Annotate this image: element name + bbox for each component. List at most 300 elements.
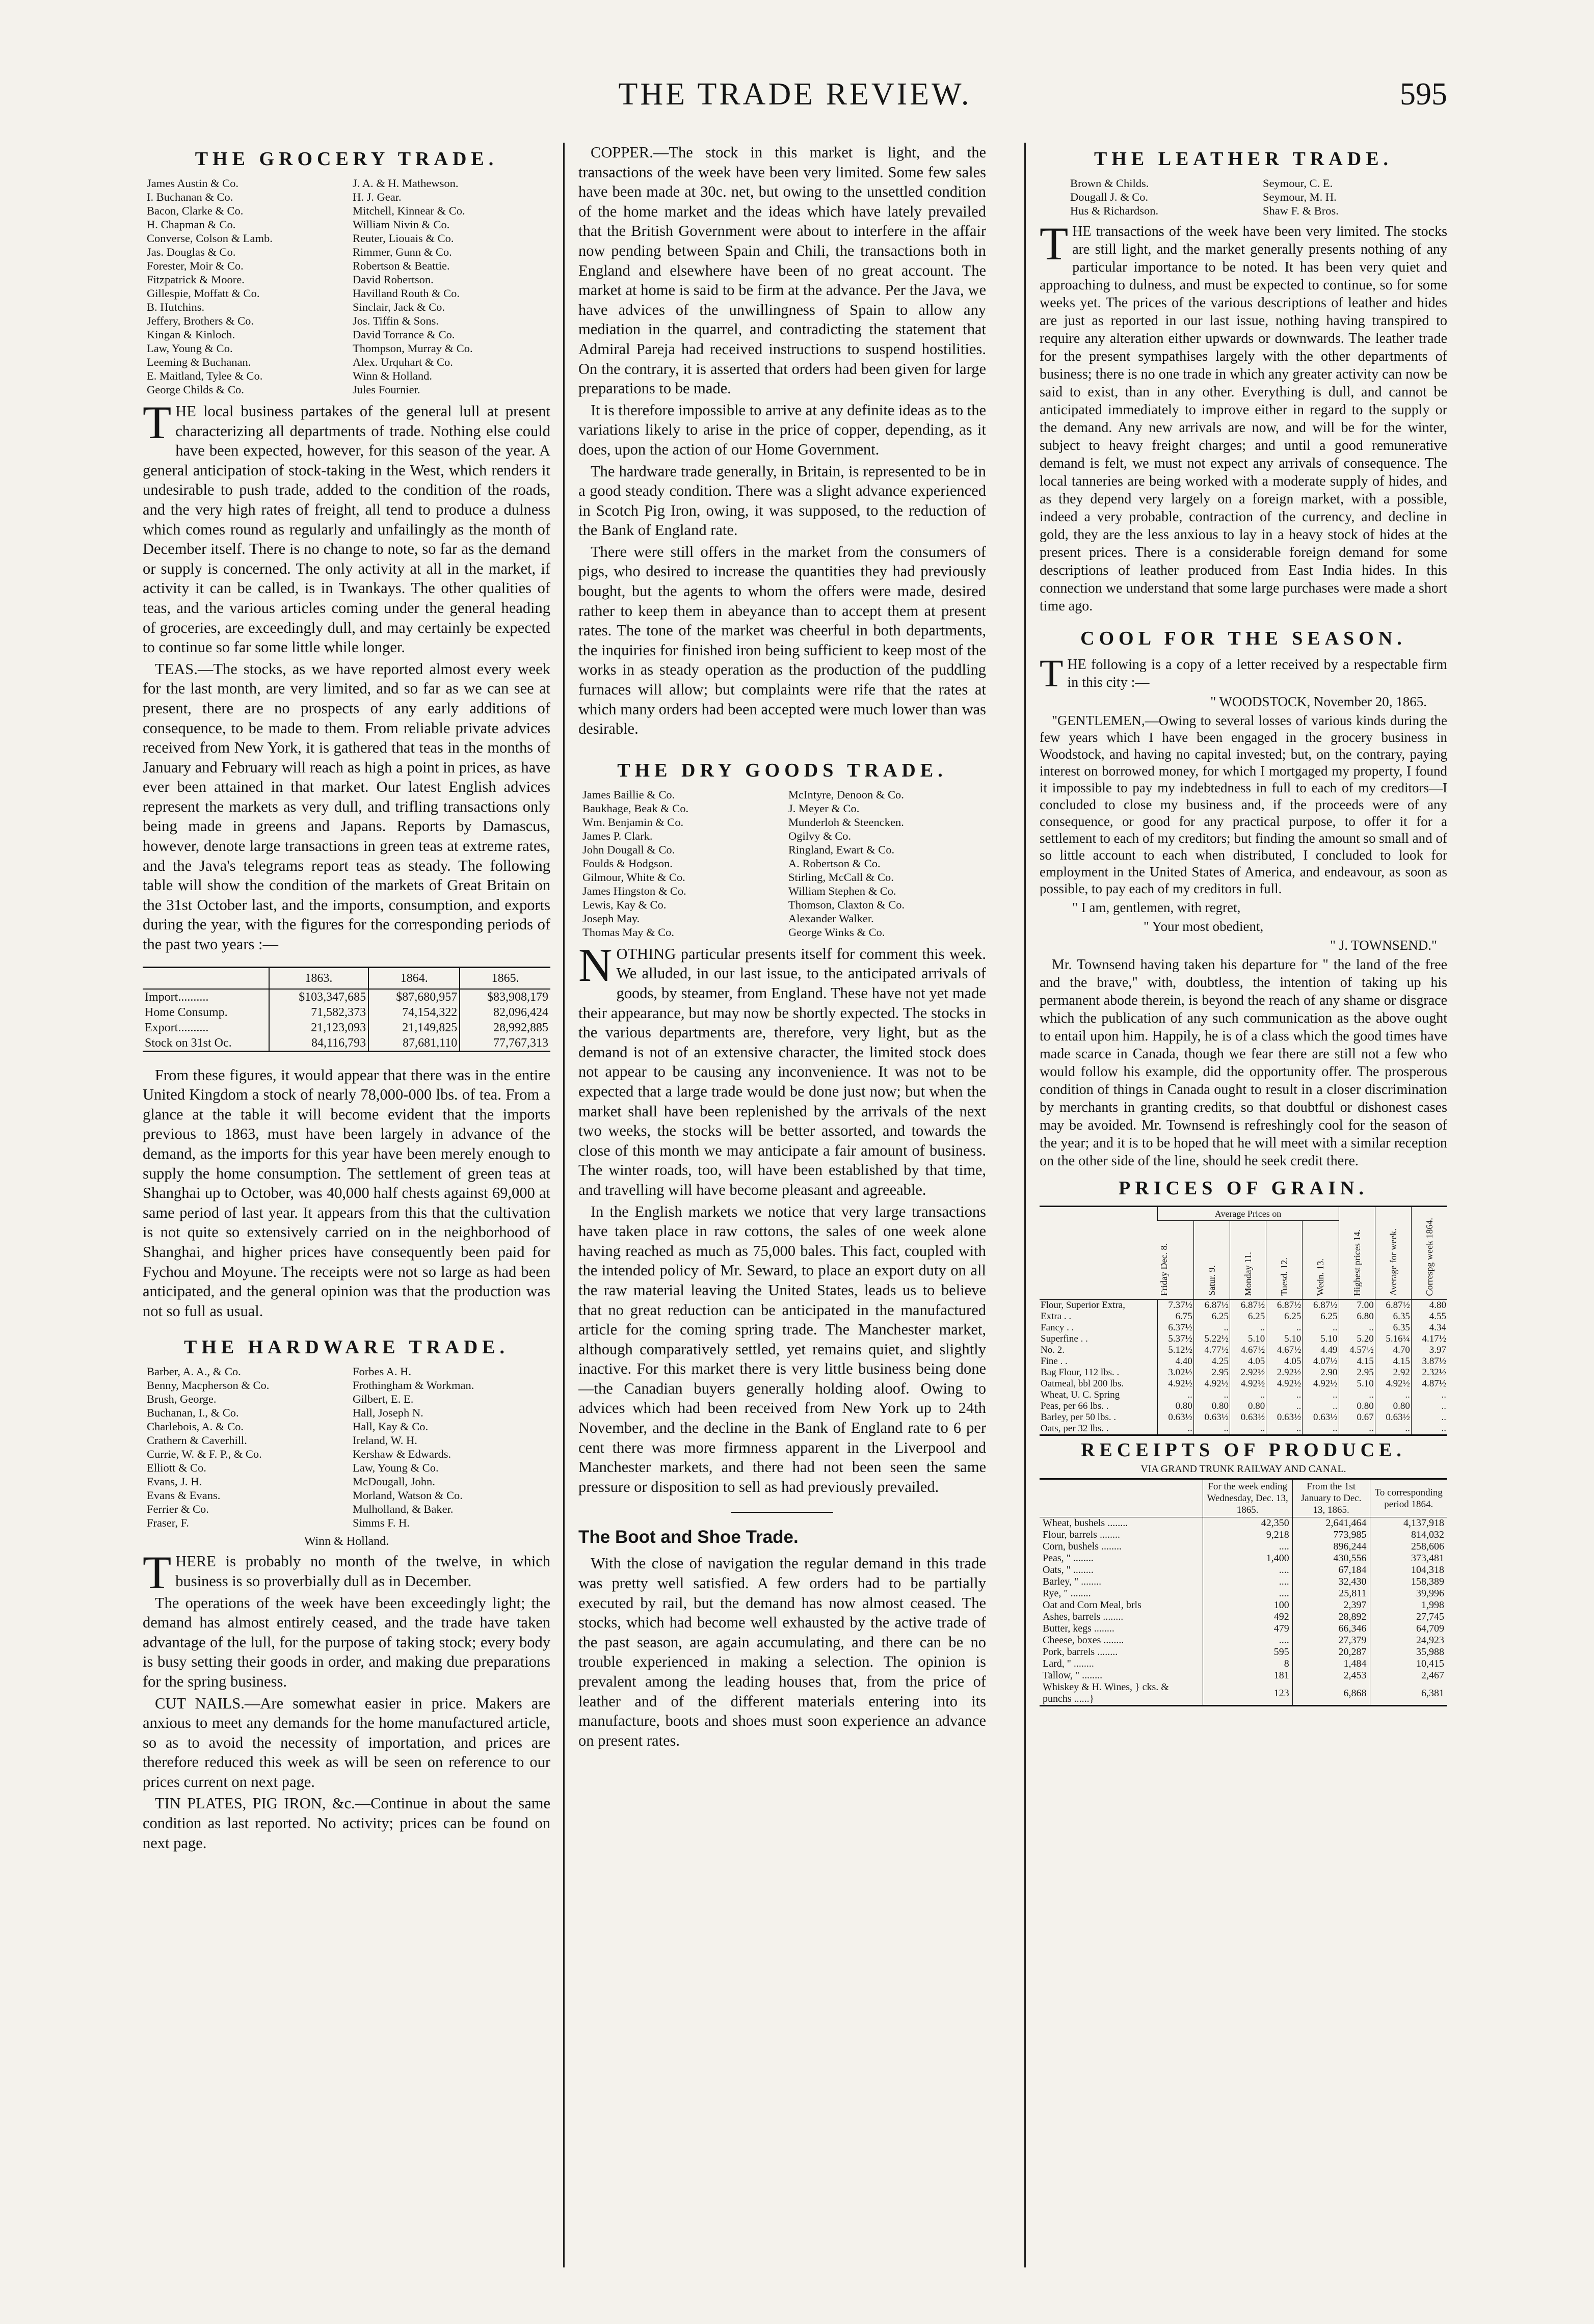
- list-item: Ferrier & Co.: [147, 1503, 209, 1516]
- table-cell: 0.80: [1230, 1401, 1266, 1412]
- table-cell: Pork, barrels ........: [1043, 1646, 1118, 1658]
- table-cell: ..: [1411, 1412, 1447, 1423]
- table-cell: ..: [1339, 1423, 1375, 1435]
- list-item: William Stephen & Co.: [788, 884, 896, 897]
- table-cell: Oatmeal, bbl 200 lbs.: [1041, 1378, 1124, 1389]
- table-cell: Extra . .: [1041, 1311, 1072, 1322]
- table-cell: 4.57½: [1339, 1345, 1375, 1356]
- table-cell: 4.15: [1375, 1356, 1411, 1367]
- table-cell: Corn, bushels ........: [1043, 1541, 1122, 1552]
- table-cell: 4.49: [1303, 1345, 1339, 1356]
- list-item: Rimmer, Gunn & Co.: [353, 246, 452, 258]
- tea-import-table: [143, 967, 550, 1052]
- table-cell: Peas, " ........: [1043, 1553, 1094, 1564]
- tea-import-rows: [143, 989, 550, 1052]
- table-header-row: For the week ending Wednesday, Dec. 13, 1865. From the 1st January to Dec. 13, 1865. To corresponding period 1864.: [1040, 1479, 1447, 1517]
- table-cell: 4.07½: [1303, 1356, 1339, 1367]
- table-cell: 66,346: [1292, 1623, 1370, 1635]
- table-row: [1040, 1646, 1447, 1658]
- list-item: Kershaw & Edwards.: [353, 1448, 451, 1461]
- table-header-row: Average Prices on Highest prices 14. Average for week. Correspg week 1864.: [1040, 1207, 1447, 1221]
- table-cell: 24,923: [1370, 1635, 1447, 1646]
- list-item: Converse, Colson & Lamb.: [147, 232, 273, 245]
- list-item: Alexander Walker.: [788, 912, 874, 925]
- table-cell: 74,154,322: [368, 1005, 460, 1020]
- letter-body: "GENTLEMEN,—Owing to several losses of various kinds during the few years which I have been engaged in the grocery business in Woodstock, and having no capital invested; but, on the contrary, paying interest on borrowed money, for which I mortgaged my property, I found it impossible to pay my indebtedness in full to each of my creditors—I concluded to close my business and, if the proceeds were of any consequence, or good for any practical purpose, to offer it for a settlement to each of my creditors; but finding the amount so small and of so little account to each when distributed, I concluded to look for employment in the United States of America, and endeavour, as soon as possible, to pay each of my creditors in full.: [1040, 713, 1447, 896]
- table-cell: 181: [1203, 1670, 1292, 1681]
- table-cell: Wheat, U. C. Spring: [1041, 1390, 1120, 1400]
- table-row: [1040, 1423, 1447, 1435]
- column-2: [578, 143, 986, 2262]
- table-cell: 6.87½: [1230, 1300, 1266, 1312]
- list-item: Hall, Joseph N.: [353, 1406, 423, 1420]
- table-cell: 2.92: [1375, 1367, 1411, 1378]
- list-item: Wm. Benjamin & Co.: [582, 815, 684, 829]
- table-cell: 8: [1203, 1658, 1292, 1670]
- list-item: Evans & Evans.: [147, 1489, 221, 1502]
- table-row: [1040, 1576, 1447, 1588]
- table-cell: 0.67: [1339, 1412, 1375, 1423]
- letter-dateline: " WOODSTOCK, November 20, 1865.: [1210, 694, 1427, 709]
- table-cell: Ashes, barrels ........: [1043, 1611, 1124, 1622]
- table-cell: $83,908,179: [460, 989, 550, 1005]
- table-cell: ..: [1230, 1423, 1266, 1435]
- list-item: Lewis, Kay & Co.: [582, 898, 667, 911]
- table-cell: 0.80: [1339, 1401, 1375, 1412]
- list-item: James Baillie & Co.: [582, 788, 675, 801]
- grain-title: PRICES OF GRAIN.: [1119, 1178, 1368, 1199]
- table-row: [1040, 1611, 1447, 1623]
- list-item: E. Maitland, Tylee & Co.: [147, 369, 263, 382]
- table-cell: 0.80: [1193, 1401, 1230, 1412]
- list-item: B. Hutchins.: [147, 301, 205, 313]
- hardware-names: [147, 1365, 546, 1530]
- table-cell: 4.77½: [1193, 1345, 1230, 1356]
- table-cell: 4.05: [1266, 1356, 1303, 1367]
- list-item: Gilmour, White & Co.: [582, 870, 685, 884]
- drop-cap: T: [143, 396, 172, 448]
- table-cell: 158,389: [1370, 1576, 1447, 1588]
- list-item: Jos. Tiffin & Sons.: [353, 314, 439, 327]
- list-item: McIntyre, Denoon & Co.: [788, 788, 904, 801]
- copper-paragraph-1: COPPER.—The stock in this market is light, and the transactions of the week have been very limited. Some few sales have been made at 30c. net, but owing to the unsettled condition of the home market and the ideas which have lately prevailed that the British Government were about to interfere in the affair now pending between Spain and Chili, the transactions both in England and elsewhere have been of no great account. The market at home is said to be firm at the advance. Per the Java, we have advices of the unwillingness of Spain to allow any mediation in the quarrel, and contradicting the statement that Admiral Pareja had received instructions to suspend hostilities. On the contrary, it is asserted that orders had been given for large preparations to be made.: [578, 144, 986, 397]
- table-cell: 2,453: [1292, 1670, 1370, 1681]
- list-item: Evans, J. H.: [147, 1475, 202, 1488]
- list-item: Frothingham & Workman.: [353, 1379, 474, 1392]
- table-cell: ..: [1230, 1390, 1266, 1401]
- table-cell: 6.25: [1230, 1311, 1266, 1322]
- table-cell: 4.05: [1230, 1356, 1266, 1367]
- table-cell: $87,680,957: [368, 989, 460, 1005]
- table-cell: ..: [1266, 1390, 1303, 1401]
- leather-names: [1070, 176, 1443, 218]
- list-item: James Hingston & Co.: [582, 884, 686, 897]
- table-cell: 492: [1203, 1611, 1292, 1623]
- table-cell: 2,467: [1370, 1670, 1447, 1681]
- list-item: Law, Young & Co.: [353, 1461, 439, 1475]
- table-cell: 21,123,093: [269, 1020, 369, 1035]
- grocery-names: [147, 176, 546, 396]
- list-item: Shaw F. & Bros.: [1263, 204, 1339, 217]
- table-cell: 5.16¼: [1375, 1333, 1411, 1345]
- letter-signature: " J. TOWNSEND.": [1330, 938, 1437, 953]
- table-cell: ..: [1157, 1423, 1193, 1435]
- letter-closing-2: " Your most obedient,: [1144, 919, 1264, 934]
- grain-rows: [1040, 1300, 1447, 1435]
- table-cell: Stock on 31st Oc.: [145, 1036, 232, 1050]
- dry-goods-paragraph-1: NOTHING particular presents itself for comment this week. We alluded, in our last issue, to the anticipated arrivals of goods, by steamer, from England. These have not yet made their appearance, but may now be shortly expected. The stocks in the various departments are, therefore, very light, but as the demand is not of an extensive character, the limited stock does not appear to be causing any inconvenience. It was not to be expected that a large trade would be done just now; but when the market shall have been replenished by the arrivals of the next two weeks, the stocks will be better assorted, and towards the close of this month we may anticipate a fair amount of business. The winter roads, too, will have been established by that time, and travelling will have become pleasant and agreeable.: [578, 939, 986, 1198]
- table-row: [1040, 1367, 1447, 1378]
- list-item: Munderloh & Steencken.: [788, 815, 904, 829]
- dry-goods-paragraph-2: In the English markets we notice that very large transactions have taken place in raw cottons, the sales of one week alone having reached as much as 75,000 bales. This fact, coupled with the intended policy of Mr. Seward, to place an export duty on all the raw material leaving the United States, leads us to believe that no great reduction can be anticipated in the manufactured article for the coming spring trade. The Manchester market, although comparatively settled, yet remains quiet, and slightly inactive. For this market there is very little business being done—the Canadian buyers generally holding aloof. Owing to advices which had been received from New York up to 24th November, and the decline in the Bank of England rate to 6 per cent there was more firmness apparent in the Liverpool and Manchester markets, and there had not been seen the same pressure or disposition to sell as had previously prevailed.: [578, 1203, 986, 1495]
- section-divider: [731, 1512, 833, 1513]
- dry-goods-names-right: [788, 788, 982, 939]
- table-row: [1040, 1658, 1447, 1670]
- table-cell: ..: [1266, 1423, 1303, 1435]
- list-item: Joseph May.: [582, 912, 640, 925]
- table-cell: 4.92½: [1157, 1378, 1193, 1390]
- table-cell: ..: [1303, 1423, 1339, 1435]
- table-cell: 5.37½: [1157, 1333, 1193, 1345]
- drop-cap: T: [1040, 652, 1064, 695]
- leather-names-right: [1263, 176, 1443, 218]
- list-item: Alex. Urquhart & Co.: [353, 356, 453, 368]
- column-1: [143, 143, 550, 2262]
- table-cell: 4.80: [1411, 1300, 1447, 1312]
- table-cell: 1,400: [1203, 1553, 1292, 1564]
- copper-paragraph-3: The hardware trade generally, in Britain, is represented to be in a good steady condition. There was a slight advance experienced in Scotch Pig Iron, owing, it was supposed, to the reduction of the Bank of England rate.: [578, 462, 986, 539]
- list-item: Thomas May & Co.: [582, 925, 674, 939]
- table-row: [1040, 1529, 1447, 1541]
- cool-intro: THE following is a copy of a letter received by a respectable firm in this city :—: [1040, 652, 1447, 695]
- list-item: John Dougall & Co.: [582, 843, 675, 856]
- table-cell: ..: [1375, 1390, 1411, 1401]
- boot-shoe-title: The Boot and Shoe Trade.: [578, 1527, 799, 1547]
- list-item: Reuter, Liouais & Co.: [353, 232, 454, 245]
- table-cell: Barley, " ........: [1043, 1576, 1102, 1587]
- list-item: H. J. Gear.: [353, 191, 402, 203]
- list-item: George Childs & Co.: [147, 383, 244, 396]
- table-cell: 5.22½: [1193, 1333, 1230, 1345]
- list-item: Stirling, McCall & Co.: [788, 870, 894, 884]
- hardware-paragraph-1: THERE is probably no month of the twelve, in which business is so proverbially dull as in December.: [143, 1546, 550, 1599]
- table-cell: 39,996: [1370, 1588, 1447, 1599]
- receipts-table: [1040, 1478, 1447, 1706]
- list-item: J. Meyer & Co.: [788, 802, 860, 815]
- list-item: George Winks & Co.: [788, 925, 885, 939]
- boot-shoe-paragraph: With the close of navigation the regular demand in this trade was pretty well satisfied. A few orders had to be partially executed by rail, but the demand has now almost ceased. The stocks, which had become well exhausted by the active trade of the past season, are again accumulating, and there can be no trouble experienced in making a selection. The opinion is prevalent among the leading houses that, from the price of leather and of the different materials entering into its manufacture, boots and shoes must soon experience an advance on present rates.: [578, 1555, 986, 1749]
- receipts-rows: [1040, 1517, 1447, 1706]
- list-item: James Austin & Co.: [147, 177, 239, 190]
- table-cell: Flour, Superior Extra,: [1041, 1300, 1125, 1311]
- list-item: David Robertson.: [353, 273, 434, 286]
- grocery-names-right: [353, 176, 546, 396]
- table-row: [1040, 1588, 1447, 1599]
- list-item: Seymour, C. E.: [1263, 177, 1333, 190]
- list-item: Leeming & Buchanan.: [147, 356, 251, 368]
- dry-goods-names-left: [582, 788, 776, 939]
- list-item: Brush, George.: [147, 1393, 217, 1406]
- table-cell: 3.97: [1411, 1345, 1447, 1356]
- list-item: H. Chapman & Co.: [147, 218, 236, 231]
- table-cell: Bag Flour, 112 lbs. .: [1041, 1367, 1120, 1378]
- list-item: Morland, Watson & Co.: [353, 1489, 463, 1502]
- table-row: [1040, 1681, 1447, 1706]
- table-row: [1040, 1333, 1447, 1345]
- table-cell: 87,681,110: [368, 1035, 460, 1052]
- list-item: Bacon, Clarke & Co.: [147, 204, 244, 217]
- table-cell: 77,767,313: [460, 1035, 550, 1052]
- table-row: [1040, 1390, 1447, 1401]
- table-cell: ..: [1157, 1390, 1193, 1401]
- list-item: Gilbert, E. E.: [353, 1393, 414, 1406]
- list-item: Seymour, M. H.: [1263, 191, 1337, 203]
- column-3: [1040, 143, 1447, 2262]
- table-cell: 4.40: [1157, 1356, 1193, 1367]
- table-cell: 1,998: [1370, 1599, 1447, 1611]
- table-cell: 10,415: [1370, 1658, 1447, 1670]
- table-cell: 0.63½: [1157, 1412, 1193, 1423]
- table-cell: Flour, barrels ........: [1043, 1529, 1120, 1540]
- table-cell: 2.95: [1339, 1367, 1375, 1378]
- list-item: Baukhage, Beak & Co.: [582, 802, 689, 815]
- table-row: [143, 1005, 550, 1020]
- table-cell: 5.12½: [1157, 1345, 1193, 1356]
- table-row: [1040, 1599, 1447, 1611]
- list-item: Foulds & Hodgson.: [582, 857, 673, 870]
- table-cell: Superfine . .: [1041, 1333, 1088, 1344]
- table-row: [1040, 1412, 1447, 1423]
- dry-goods-names: [582, 788, 982, 939]
- table-cell: 2.90: [1303, 1367, 1339, 1378]
- table-cell: 3.87½: [1411, 1356, 1447, 1367]
- list-item: Benny, Macpherson & Co.: [147, 1379, 270, 1392]
- table-cell: 6.87½: [1375, 1300, 1411, 1312]
- grocery-paragraph-1: THE local business partakes of the general lull at present characterizing all departments of trade. Nothing else could have been expected, however, for this season of the year. A general anticipation of stock-taking in the West, which renders it undesirable to push trade, added to the condition of the roads, and the very high rates of freight, all tend to produce a dulness which comes round as regularly and unfailingly as the month of December itself. There is no change to note, so far as the demand or supply is concerned. The only activity at all in the market, if activity it can be called, is in Twankays. The other qualities of teas, and the various articles coming under the general heading of groceries, are exceedingly dull, and may certainly be expected to continue so far some little while longer.: [143, 396, 550, 656]
- table-cell: 4.67½: [1266, 1345, 1303, 1356]
- list-item: Simms F. H.: [353, 1516, 410, 1530]
- table-cell: 82,096,424: [460, 1005, 550, 1020]
- table-cell: 2,641,464: [1292, 1517, 1370, 1530]
- table-row: [1040, 1401, 1447, 1412]
- cool-paragraph-2: Mr. Townsend having taken his departure for " the land of the free and the brave," with, doubtless, the intention of taking up his permanent abode therein, is beyond the reach of any shame or disgrace which the publication of any such communication as the above ought to entail upon him. Happily, he is of a class which the good times have made scarce in Canada, though we fear there are still not a few who would follow his example, did the opportunity offer. The prosperous condition of things in Canada ought to result in a closer discrimination by merchants in granting credits, so that doubtful or dishonest cases may be avoided. Mr. Townsend is refreshingly cool for the season of the year; and it is to be hoped that he will meet with a similar reception on the other side of the line, should he seek credit there.: [1040, 957, 1447, 1169]
- list-item: Ogilvy & Co.: [788, 829, 852, 842]
- table-cell: Export..........: [145, 1021, 209, 1034]
- leather-names-left: [1070, 176, 1251, 218]
- list-item: Brown & Childs.: [1070, 177, 1149, 190]
- list-item: Thompson, Murray & Co.: [353, 342, 473, 355]
- table-cell: 0.80: [1375, 1401, 1411, 1412]
- table-cell: Tallow, " ........: [1043, 1670, 1103, 1681]
- table-cell: ....: [1203, 1541, 1292, 1553]
- table-cell: ..: [1266, 1401, 1303, 1412]
- table-cell: 896,244: [1292, 1541, 1370, 1553]
- page-title: THE TRADE REVIEW.: [618, 77, 972, 112]
- table-cell: 27,379: [1292, 1635, 1370, 1646]
- table-cell: Oats, " ........: [1043, 1564, 1094, 1575]
- table-cell: 4,137,918: [1370, 1517, 1447, 1530]
- list-item: Jules Fournier.: [353, 383, 420, 396]
- table-cell: 28,992,885: [460, 1020, 550, 1035]
- average-prices-header: Average Prices on: [1157, 1207, 1339, 1221]
- table-cell: 5.10: [1303, 1333, 1339, 1345]
- letter-closing-1: " I am, gentlemen, with regret,: [1072, 900, 1241, 915]
- list-item: Jeffery, Brothers & Co.: [147, 314, 254, 327]
- table-cell: 4.67½: [1230, 1345, 1266, 1356]
- table-cell: 4.92½: [1230, 1378, 1266, 1390]
- list-item: Hus & Richardson.: [1070, 204, 1159, 217]
- table-cell: ..: [1303, 1401, 1339, 1412]
- list-item: Mitchell, Kinnear & Co.: [353, 204, 465, 217]
- table-cell: ....: [1203, 1588, 1292, 1599]
- table-cell: Oats, per 32 lbs. .: [1041, 1423, 1109, 1434]
- grocery-paragraph-3: From these figures, it would appear that there was in the entire United Kingdom a stock of nearly 78,000-000 lbs. of tea. From a glance at the table it will become evident that the imports previous to 1863, must have been largely in advance of the demand, as the imports for this year have been merely enough to supply the home consumption. The settlement of green teas at Shanghai up to October, was 40,000 half chests against 69,000 at same period of last year. It appears from this that the cultivation is not quite so extensively carried on in the neighborhood of Shanghai, and higher prices have consequently been paid for Fychou and Moyune. The receipts were not so large as had been anticipated, and the general opinion was that the production was not so full as usual.: [143, 1066, 550, 1320]
- list-item: Law, Young & Co.: [147, 342, 233, 355]
- table-cell: 4.17½: [1411, 1333, 1447, 1345]
- table-cell: 6.87½: [1303, 1300, 1339, 1312]
- table-cell: 100: [1203, 1599, 1292, 1611]
- table-cell: 27,745: [1370, 1611, 1447, 1623]
- list-item: Thomson, Claxton & Co.: [788, 898, 905, 911]
- list-item: Crathern & Caverhill.: [147, 1434, 247, 1447]
- table-cell: 5.10: [1266, 1333, 1303, 1345]
- list-item: Ringland, Ewart & Co.: [788, 843, 895, 856]
- table-cell: ..: [1230, 1322, 1266, 1333]
- table-cell: 2,397: [1292, 1599, 1370, 1611]
- table-cell: 6.25: [1193, 1311, 1230, 1322]
- grain-price-table: [1040, 1206, 1447, 1436]
- table-header-row: Friday Dec. 8. Satur. 9. Monday 11. Tuesd. 12. Wedn. 13.: [1040, 1221, 1447, 1300]
- hardware-names-right: [353, 1365, 546, 1530]
- table-cell: 2.92½: [1266, 1367, 1303, 1378]
- table-row: [1040, 1635, 1447, 1646]
- table-cell: 6,868: [1292, 1681, 1370, 1706]
- table-cell: 6.35: [1375, 1322, 1411, 1333]
- list-item: Mulholland, & Baker.: [353, 1503, 454, 1516]
- table-cell: 5.10: [1339, 1378, 1375, 1390]
- list-item: James P. Clark.: [582, 829, 653, 842]
- copper-paragraph-2: It is therefore impossible to arrive at any definite ideas as to the variations likely to arise in the price of copper, depending, as it does, upon the action of our Home Government.: [578, 401, 986, 458]
- table-cell: Home Consump.: [145, 1005, 228, 1019]
- table-cell: 773,985: [1292, 1529, 1370, 1541]
- table-cell: $103,347,685: [269, 989, 369, 1005]
- table-cell: 4.92½: [1303, 1378, 1339, 1390]
- table-cell: 814,032: [1370, 1529, 1447, 1541]
- table-cell: Peas, per 66 lbs. .: [1041, 1401, 1109, 1411]
- list-item: Forbes A. H.: [353, 1365, 412, 1378]
- table-row: [143, 989, 550, 1005]
- list-item: McDougall, John.: [353, 1475, 435, 1488]
- hardware-title: THE HARDWARE TRADE.: [184, 1337, 509, 1358]
- copper-paragraph-4: There were still offers in the market from the consumers of pigs, who desired to increase the quantities they had previously bought, but the agents to whom the offers were made, desired rather to keep them in abeyance than to accept them at present rates. The tone of the market was cheerful in both departments, the inquiries for finished iron being sufficient to keep most of the works in as steady operation as the production of the puddling furnaces will allow; but complaints were rife that the rates at which many orders had been accepted were much lower than was desirable.: [578, 543, 986, 738]
- table-cell: Cheese, boxes ........: [1043, 1635, 1124, 1646]
- table-cell: 0.63½: [1375, 1412, 1411, 1423]
- running-head: [143, 76, 1447, 122]
- table-cell: 0.63½: [1193, 1412, 1230, 1423]
- table-cell: ..: [1266, 1322, 1303, 1333]
- table-row: [1040, 1553, 1447, 1564]
- table-cell: 4.92½: [1266, 1378, 1303, 1390]
- receipts-title: RECEIPTS OF PRODUCE.: [1081, 1439, 1406, 1461]
- letter-block: [1040, 693, 1447, 954]
- table-cell: 6.25: [1266, 1311, 1303, 1322]
- list-item: Barber, A. A., & Co.: [147, 1365, 241, 1378]
- table-cell: 28,892: [1292, 1611, 1370, 1623]
- table-cell: 84,116,793: [269, 1035, 369, 1052]
- table-cell: 123: [1203, 1681, 1292, 1706]
- drop-cap: T: [1040, 218, 1069, 270]
- list-item: Dougall J. & Co.: [1070, 191, 1149, 203]
- table-cell: ..: [1193, 1322, 1230, 1333]
- table-cell: 67,184: [1292, 1564, 1370, 1576]
- table-cell: 64,709: [1370, 1623, 1447, 1635]
- list-item: Jas. Douglas & Co.: [147, 246, 236, 258]
- table-row: [1040, 1670, 1447, 1681]
- table-cell: 6,381: [1370, 1681, 1447, 1706]
- table-cell: Wheat, bushels ........: [1043, 1517, 1128, 1529]
- list-item: David Torrance & Co.: [353, 328, 455, 341]
- table-cell: 0.63½: [1303, 1412, 1339, 1423]
- grocery-title: THE GROCERY TRADE.: [195, 148, 498, 170]
- table-cell: 6.25: [1303, 1311, 1339, 1322]
- cool-season-title: COOL FOR THE SEASON.: [1080, 628, 1406, 649]
- hardware-names-left: [147, 1365, 340, 1530]
- table-cell: ....: [1203, 1564, 1292, 1576]
- dry-goods-title: THE DRY GOODS TRADE.: [617, 759, 947, 781]
- list-item: Winn & Holland.: [353, 369, 432, 382]
- table-cell: ..: [1411, 1423, 1447, 1435]
- leather-title: THE LEATHER TRADE.: [1094, 148, 1393, 170]
- table-cell: 32,430: [1292, 1576, 1370, 1588]
- column-rule: [1024, 143, 1026, 2267]
- grocery-teas-paragraph: TEAS.—The stocks, as we have reported almost every week for the last month, are very limited, and so far as we can see at present, there are no prospects of any early additions of consequence, to be made to them. From reliable private advices received from New York, it is gathered that teas in the months of January and February will reach as high a point in prices, as have ever been attained in that market. Our latest English advices represent the markets as very dull, and trifling transactions only being made in greens and Japans. Reports by Damascus, however, denote large transactions in green teas at extreme rates, and the Java's telegrams report teas as steady. The following table will show the condition of the markets of Great Britain on the 31st October last, and the imports, consumption, and exports during the year, with the figures for the corresponding periods of the past two years :—: [143, 660, 550, 953]
- leather-paragraph: THE transactions of the week have been very limited. The stocks are still light, and the market generally presents nothing of any particular importance to be noted. It has been very quiet and approaching to dulness, and must be expected to continue, so for some weeks yet. The prices of the various descriptions of leather and hides are just as reported in our last issue, nothing having transpired to require any alteration either upwards or downwards. The leather trade for the present sympathises largely with the other departments of business; there is no one trade in which any greater activity can now be said to exist, than in any other. Everything is dull, and cannot be anticipated immediately to improve either in regard to the supply or the demand. Any new arrivals are now, and will be for the winter, subject to heavy freight charges; and until a good remunerative demand is felt, we must not expect any arrivals of consequence. The local tanneries are being worked with a moderate supply of hides, and as they depend very largely on a foreign market, with a possible, indeed a very probable, contraction of the currency, and decline in gold, they are the less anxious to lay in a heavy stock of hides at the present prices. There is a considerable foreign demand for some descriptions of leather produced from East India hides. In this connection we understand that some large purchases were made a short time ago.: [1040, 218, 1447, 614]
- list-item: J. A. & H. Mathewson.: [353, 177, 459, 190]
- table-cell: 4.25: [1193, 1356, 1230, 1367]
- drop-cap: T: [143, 1546, 172, 1599]
- table-row: [1040, 1564, 1447, 1576]
- list-item: Robertson & Beattie.: [353, 259, 450, 272]
- list-item: Charlebois, A. & Co.: [147, 1420, 244, 1433]
- grocery-names-left: [147, 176, 340, 396]
- table-cell: No. 2.: [1041, 1345, 1065, 1355]
- table-cell: 104,318: [1370, 1564, 1447, 1576]
- table-cell: 3.02½: [1157, 1367, 1193, 1378]
- table-cell: ..: [1303, 1390, 1339, 1401]
- table-row: [1040, 1311, 1447, 1322]
- table-cell: ....: [1203, 1576, 1292, 1588]
- table-cell: Barley, per 50 lbs. .: [1041, 1412, 1117, 1423]
- table-row: [1040, 1356, 1447, 1367]
- table-cell: 4.34: [1411, 1322, 1447, 1333]
- table-cell: Whiskey & H. Wines, } cks. & punchs ......}: [1043, 1681, 1169, 1704]
- table-cell: 9,218: [1203, 1529, 1292, 1541]
- list-item: Ireland, W. H.: [353, 1434, 417, 1447]
- drop-cap: N: [578, 939, 613, 991]
- table-cell: 6.87½: [1266, 1300, 1303, 1312]
- table-cell: 71,582,373: [269, 1005, 369, 1020]
- table-cell: 4.92½: [1375, 1378, 1411, 1390]
- table-cell: 4.87½: [1411, 1378, 1447, 1390]
- table-cell: 7.37½: [1157, 1300, 1193, 1312]
- table-cell: 6.75: [1157, 1311, 1193, 1322]
- column-rule: [563, 143, 565, 2267]
- list-item: Currie, W. & F. P., & Co.: [147, 1448, 262, 1461]
- table-cell: 430,556: [1292, 1553, 1370, 1564]
- table-cell: 42,350: [1203, 1517, 1292, 1530]
- table-cell: ..: [1339, 1322, 1375, 1333]
- list-item: William Nivin & Co.: [353, 218, 450, 231]
